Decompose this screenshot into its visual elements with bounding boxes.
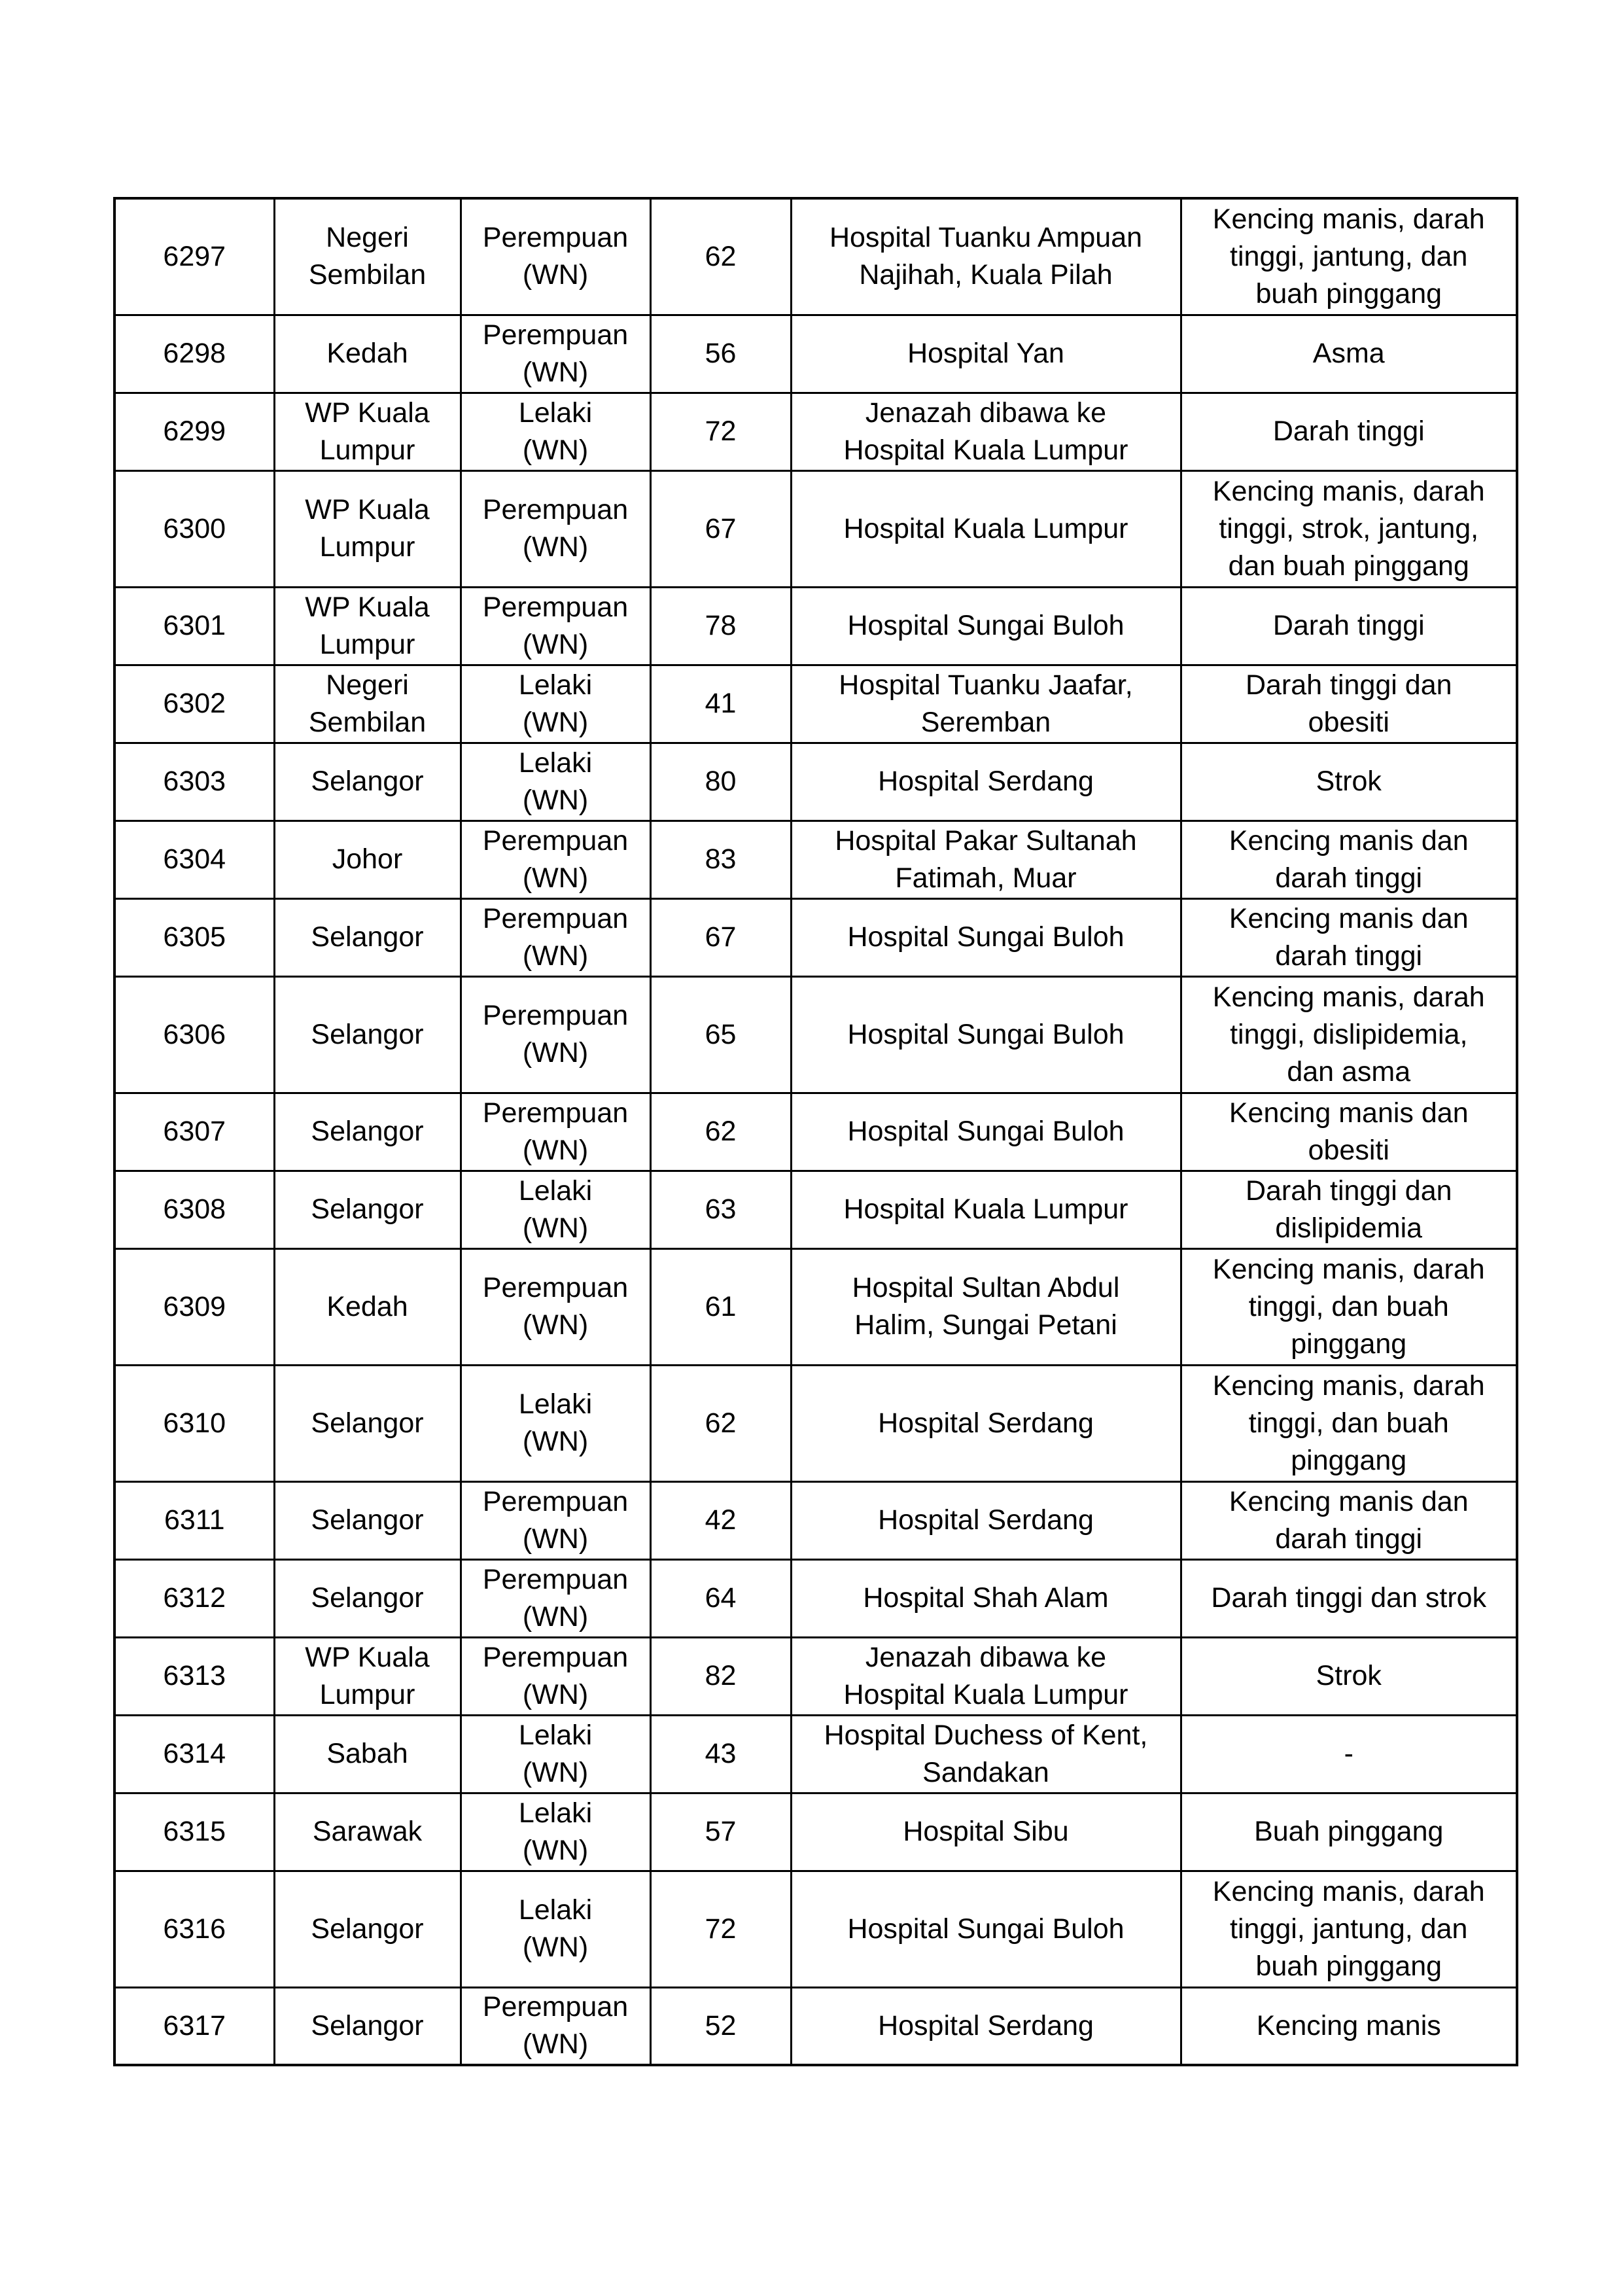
place-of-death-cell: Hospital Sungai Buloh — [791, 1093, 1181, 1171]
case-number-cell: 6312 — [114, 1559, 274, 1637]
comorbidities-cell: Darah tinggi dan strok — [1181, 1559, 1517, 1637]
age-cell: 65 — [650, 976, 791, 1093]
place-of-death-cell: Hospital Sibu — [791, 1793, 1181, 1871]
gender-cell: Perempuan (WN) — [461, 587, 650, 665]
state-cell: Selangor — [274, 1559, 461, 1637]
comorbidities-cell: Kencing manis dan darah tinggi — [1181, 1481, 1517, 1559]
case-number-cell: 6315 — [114, 1793, 274, 1871]
state-cell: WP Kuala Lumpur — [274, 470, 461, 587]
state-cell: WP Kuala Lumpur — [274, 587, 461, 665]
age-cell: 67 — [650, 470, 791, 587]
state-cell: Selangor — [274, 1871, 461, 1987]
comorbidities-cell: Darah tinggi — [1181, 393, 1517, 470]
gender-cell: Perempuan (WN) — [461, 198, 650, 315]
place-of-death-cell: Hospital Shah Alam — [791, 1559, 1181, 1637]
table-row — [114, 470, 1517, 587]
gender-cell: Perempuan (WN) — [461, 1637, 650, 1715]
place-of-death-cell: Hospital Tuanku Ampuan Najihah, Kuala Pilah — [791, 198, 1181, 315]
case-number-cell: 6301 — [114, 587, 274, 665]
case-number-cell: 6313 — [114, 1637, 274, 1715]
age-cell: 82 — [650, 1637, 791, 1715]
table-row — [114, 198, 1517, 315]
gender-cell: Perempuan (WN) — [461, 1559, 650, 1637]
place-of-death-cell: Hospital Sungai Buloh — [791, 976, 1181, 1093]
gender-cell: Lelaki (WN) — [461, 1871, 650, 1987]
state-cell: Selangor — [274, 1093, 461, 1171]
gender-cell: Perempuan (WN) — [461, 1248, 650, 1365]
state-cell: Selangor — [274, 1171, 461, 1248]
place-of-death-cell: Hospital Sungai Buloh — [791, 898, 1181, 976]
case-number-cell: 6307 — [114, 1093, 274, 1171]
case-number-cell: 6309 — [114, 1248, 274, 1365]
table-row — [114, 1559, 1517, 1637]
table-row — [114, 315, 1517, 393]
case-number-cell: 6306 — [114, 976, 274, 1093]
state-cell: Selangor — [274, 743, 461, 821]
place-of-death-cell: Jenazah dibawa ke Hospital Kuala Lumpur — [791, 393, 1181, 470]
comorbidities-cell: Strok — [1181, 1637, 1517, 1715]
comorbidities-cell: Kencing manis, darah tinggi, dislipidemia, dan asma — [1181, 976, 1517, 1093]
comorbidities-cell: Kencing manis, darah tinggi, jantung, dan buah pinggang — [1181, 1871, 1517, 1987]
state-cell: Negeri Sembilan — [274, 198, 461, 315]
age-cell: 62 — [650, 1093, 791, 1171]
age-cell: 63 — [650, 1171, 791, 1248]
state-cell: Selangor — [274, 1987, 461, 2065]
comorbidities-cell: Kencing manis, darah tinggi, dan buah pinggang — [1181, 1248, 1517, 1365]
gender-cell: Perempuan (WN) — [461, 976, 650, 1093]
comorbidities-cell: Darah tinggi — [1181, 587, 1517, 665]
comorbidities-cell: Kencing manis, darah tinggi, jantung, dan buah pinggang — [1181, 198, 1517, 315]
state-cell: Selangor — [274, 976, 461, 1093]
gender-cell: Perempuan (WN) — [461, 821, 650, 898]
table-body — [114, 198, 1517, 2065]
gender-cell: Perempuan (WN) — [461, 1481, 650, 1559]
comorbidities-cell: Kencing manis, darah tinggi, dan buah pinggang — [1181, 1365, 1517, 1481]
place-of-death-cell: Hospital Yan — [791, 315, 1181, 393]
gender-cell: Lelaki (WN) — [461, 743, 650, 821]
age-cell: 83 — [650, 821, 791, 898]
gender-cell: Lelaki (WN) — [461, 665, 650, 743]
state-cell: Sarawak — [274, 1793, 461, 1871]
gender-cell: Perempuan (WN) — [461, 470, 650, 587]
gender-cell: Lelaki (WN) — [461, 393, 650, 470]
table-row — [114, 1871, 1517, 1987]
case-number-cell: 6305 — [114, 898, 274, 976]
age-cell: 72 — [650, 393, 791, 470]
state-cell: Sabah — [274, 1715, 461, 1793]
state-cell: Selangor — [274, 1481, 461, 1559]
table-row — [114, 743, 1517, 821]
gender-cell: Perempuan (WN) — [461, 898, 650, 976]
state-cell: Kedah — [274, 1248, 461, 1365]
age-cell: 42 — [650, 1481, 791, 1559]
age-cell: 41 — [650, 665, 791, 743]
gender-cell: Perempuan (WN) — [461, 1093, 650, 1171]
case-number-cell: 6311 — [114, 1481, 274, 1559]
place-of-death-cell: Hospital Serdang — [791, 1987, 1181, 2065]
case-number-cell: 6314 — [114, 1715, 274, 1793]
case-number-cell: 6308 — [114, 1171, 274, 1248]
table-row — [114, 1637, 1517, 1715]
age-cell: 56 — [650, 315, 791, 393]
state-cell: Selangor — [274, 898, 461, 976]
gender-cell: Lelaki (WN) — [461, 1365, 650, 1481]
age-cell: 61 — [650, 1248, 791, 1365]
table-row — [114, 898, 1517, 976]
comorbidities-cell: Darah tinggi dan dislipidemia — [1181, 1171, 1517, 1248]
case-number-cell: 6300 — [114, 470, 274, 587]
comorbidities-cell: Kencing manis — [1181, 1987, 1517, 2065]
place-of-death-cell: Hospital Serdang — [791, 1365, 1181, 1481]
age-cell: 43 — [650, 1715, 791, 1793]
age-cell: 78 — [650, 587, 791, 665]
case-number-cell: 6298 — [114, 315, 274, 393]
place-of-death-cell: Hospital Duchess of Kent, Sandakan — [791, 1715, 1181, 1793]
place-of-death-cell: Hospital Sungai Buloh — [791, 1871, 1181, 1987]
table-row — [114, 976, 1517, 1093]
state-cell: WP Kuala Lumpur — [274, 1637, 461, 1715]
comorbidities-cell: Buah pinggang — [1181, 1793, 1517, 1871]
age-cell: 67 — [650, 898, 791, 976]
table-row — [114, 1793, 1517, 1871]
place-of-death-cell: Hospital Tuanku Jaafar, Seremban — [791, 665, 1181, 743]
case-number-cell: 6310 — [114, 1365, 274, 1481]
state-cell: Johor — [274, 821, 461, 898]
table-row — [114, 1715, 1517, 1793]
age-cell: 62 — [650, 198, 791, 315]
case-number-cell: 6302 — [114, 665, 274, 743]
table-row — [114, 393, 1517, 470]
age-cell: 80 — [650, 743, 791, 821]
gender-cell: Lelaki (WN) — [461, 1793, 650, 1871]
state-cell: Selangor — [274, 1365, 461, 1481]
comorbidities-cell: Kencing manis dan obesiti — [1181, 1093, 1517, 1171]
place-of-death-cell: Hospital Serdang — [791, 1481, 1181, 1559]
place-of-death-cell: Hospital Serdang — [791, 743, 1181, 821]
table-row — [114, 1093, 1517, 1171]
case-number-cell: 6304 — [114, 821, 274, 898]
comorbidities-cell: Kencing manis dan darah tinggi — [1181, 898, 1517, 976]
table-row — [114, 587, 1517, 665]
comorbidities-cell: Strok — [1181, 743, 1517, 821]
case-number-cell: 6303 — [114, 743, 274, 821]
place-of-death-cell: Hospital Kuala Lumpur — [791, 1171, 1181, 1248]
state-cell: WP Kuala Lumpur — [274, 393, 461, 470]
place-of-death-cell: Jenazah dibawa ke Hospital Kuala Lumpur — [791, 1637, 1181, 1715]
comorbidities-cell: - — [1181, 1715, 1517, 1793]
place-of-death-cell: Hospital Sultan Abdul Halim, Sungai Petani — [791, 1248, 1181, 1365]
gender-cell: Lelaki (WN) — [461, 1715, 650, 1793]
gender-cell: Lelaki (WN) — [461, 1171, 650, 1248]
comorbidities-cell: Asma — [1181, 315, 1517, 393]
state-cell: Kedah — [274, 315, 461, 393]
case-number-cell: 6297 — [114, 198, 274, 315]
table-row — [114, 1481, 1517, 1559]
place-of-death-cell: Hospital Pakar Sultanah Fatimah, Muar — [791, 821, 1181, 898]
place-of-death-cell: Hospital Kuala Lumpur — [791, 470, 1181, 587]
comorbidities-cell: Darah tinggi dan obesiti — [1181, 665, 1517, 743]
age-cell: 72 — [650, 1871, 791, 1987]
death-cases-table — [113, 197, 1518, 2066]
case-number-cell: 6316 — [114, 1871, 274, 1987]
case-number-cell: 6317 — [114, 1987, 274, 2065]
table-row — [114, 1365, 1517, 1481]
table-row — [114, 665, 1517, 743]
table-row — [114, 1171, 1517, 1248]
comorbidities-cell: Kencing manis dan darah tinggi — [1181, 821, 1517, 898]
gender-cell: Perempuan (WN) — [461, 1987, 650, 2065]
gender-cell: Perempuan (WN) — [461, 315, 650, 393]
age-cell: 57 — [650, 1793, 791, 1871]
age-cell: 52 — [650, 1987, 791, 2065]
table-row — [114, 1987, 1517, 2065]
table-row — [114, 821, 1517, 898]
age-cell: 64 — [650, 1559, 791, 1637]
case-number-cell: 6299 — [114, 393, 274, 470]
state-cell: Negeri Sembilan — [274, 665, 461, 743]
comorbidities-cell: Kencing manis, darah tinggi, strok, jantung, dan buah pinggang — [1181, 470, 1517, 587]
table-row — [114, 1248, 1517, 1365]
age-cell: 62 — [650, 1365, 791, 1481]
place-of-death-cell: Hospital Sungai Buloh — [791, 587, 1181, 665]
